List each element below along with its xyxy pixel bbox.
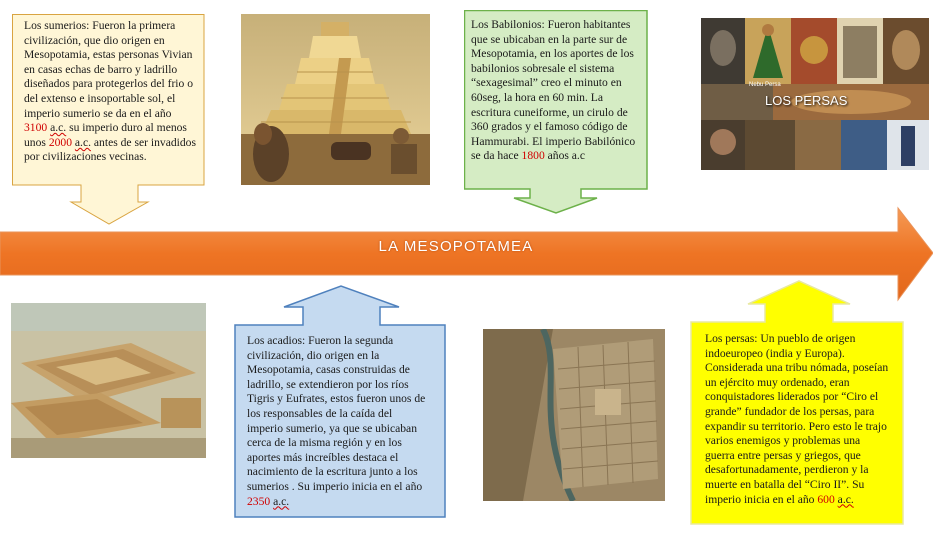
- babilonios-text: Los Babilonios: Fueron habitantes que se ubicaban en la parte sur de Mesopotamia, en los aportes de los babilonios sobresale el sistema “sexagesimal” creo el minuto en 60seg, la hora en 60 min. La escritura cuneiforme, un cirulo de 360 grados y el famoso código de Hammurabi. El imperio Babilónico se da hace: [471, 18, 636, 163]
- persas-era: a.c.: [837, 492, 854, 506]
- babylon-aerial-image: [483, 329, 665, 501]
- sumerios-era-duration: a.c.: [74, 135, 91, 149]
- acadios-callout: [234, 325, 446, 517]
- babilonios-text-2: años a.c: [547, 149, 585, 163]
- babilonios-year: 1800: [521, 149, 545, 163]
- acadios-text: Los acadios: Fueron la segunda civilización, dio origen en la Mesopotamia, casas construidas de ladrillo, se extendieron por los ríos Tigris y Eufrates, estos fueron unos de los responsables de la caída del imperio sumerio, ya que se ubicaban cerca de la misma región y en los aportes más increíbles destaca el nacimiento de la escritura junto a los sumerios . Su imperio inicia en el año: [247, 334, 426, 493]
- babilonios-callout: [464, 10, 648, 190]
- persas-collage-label: LOS PERSAS: [765, 93, 848, 108]
- sumerios-text-3: antes de ser invadidos por civilizaciones vecinas.: [24, 135, 196, 164]
- sumerios-text: Los sumerios: Fueron la primera civilización, que dio origen en Mesopotamia, estas personas Vivian en casas echas de barro y ladrillo diseñados para protegerlos del frio o del extenso e insoportable sol, el imperio sumerio se da en el año: [24, 19, 194, 120]
- persas-year: 600: [817, 492, 835, 506]
- sumerios-year-start: 3100: [24, 121, 48, 135]
- persas-text: Los persas: Un pueblo de origen indoeuropeo (india y Europa). Considerada una tribu nómada, poseían un ejército muy ordenado, eran conquistadores liderados por “Ciro el grande” fundador de los persas, para expandir su territorio. Pero esto le trajo varios enemigos y problemas una guerra entre persas y griegos, que desafortunadamente, perdieron y la muerte en batalla del “Ciro II”. Su imperio inicia en el año: [705, 332, 889, 506]
- persas-callout: [690, 322, 904, 524]
- timeline-title: LA MESOPOTAMEA: [378, 238, 534, 255]
- persas-collage-caption: Nebu Persa: [749, 82, 781, 88]
- acadios-era: a.c.: [273, 494, 290, 508]
- acadian-city-image: [11, 303, 206, 458]
- sumerios-year-duration: 2000: [48, 135, 72, 149]
- ziggurat-image: [241, 14, 430, 185]
- sumerios-era-start: a.c.: [50, 121, 67, 135]
- sumerios-callout: [12, 14, 204, 186]
- acadios-year: 2350: [247, 494, 271, 508]
- sumerios-text-2: su imperio duro al menos unos: [24, 121, 187, 149]
